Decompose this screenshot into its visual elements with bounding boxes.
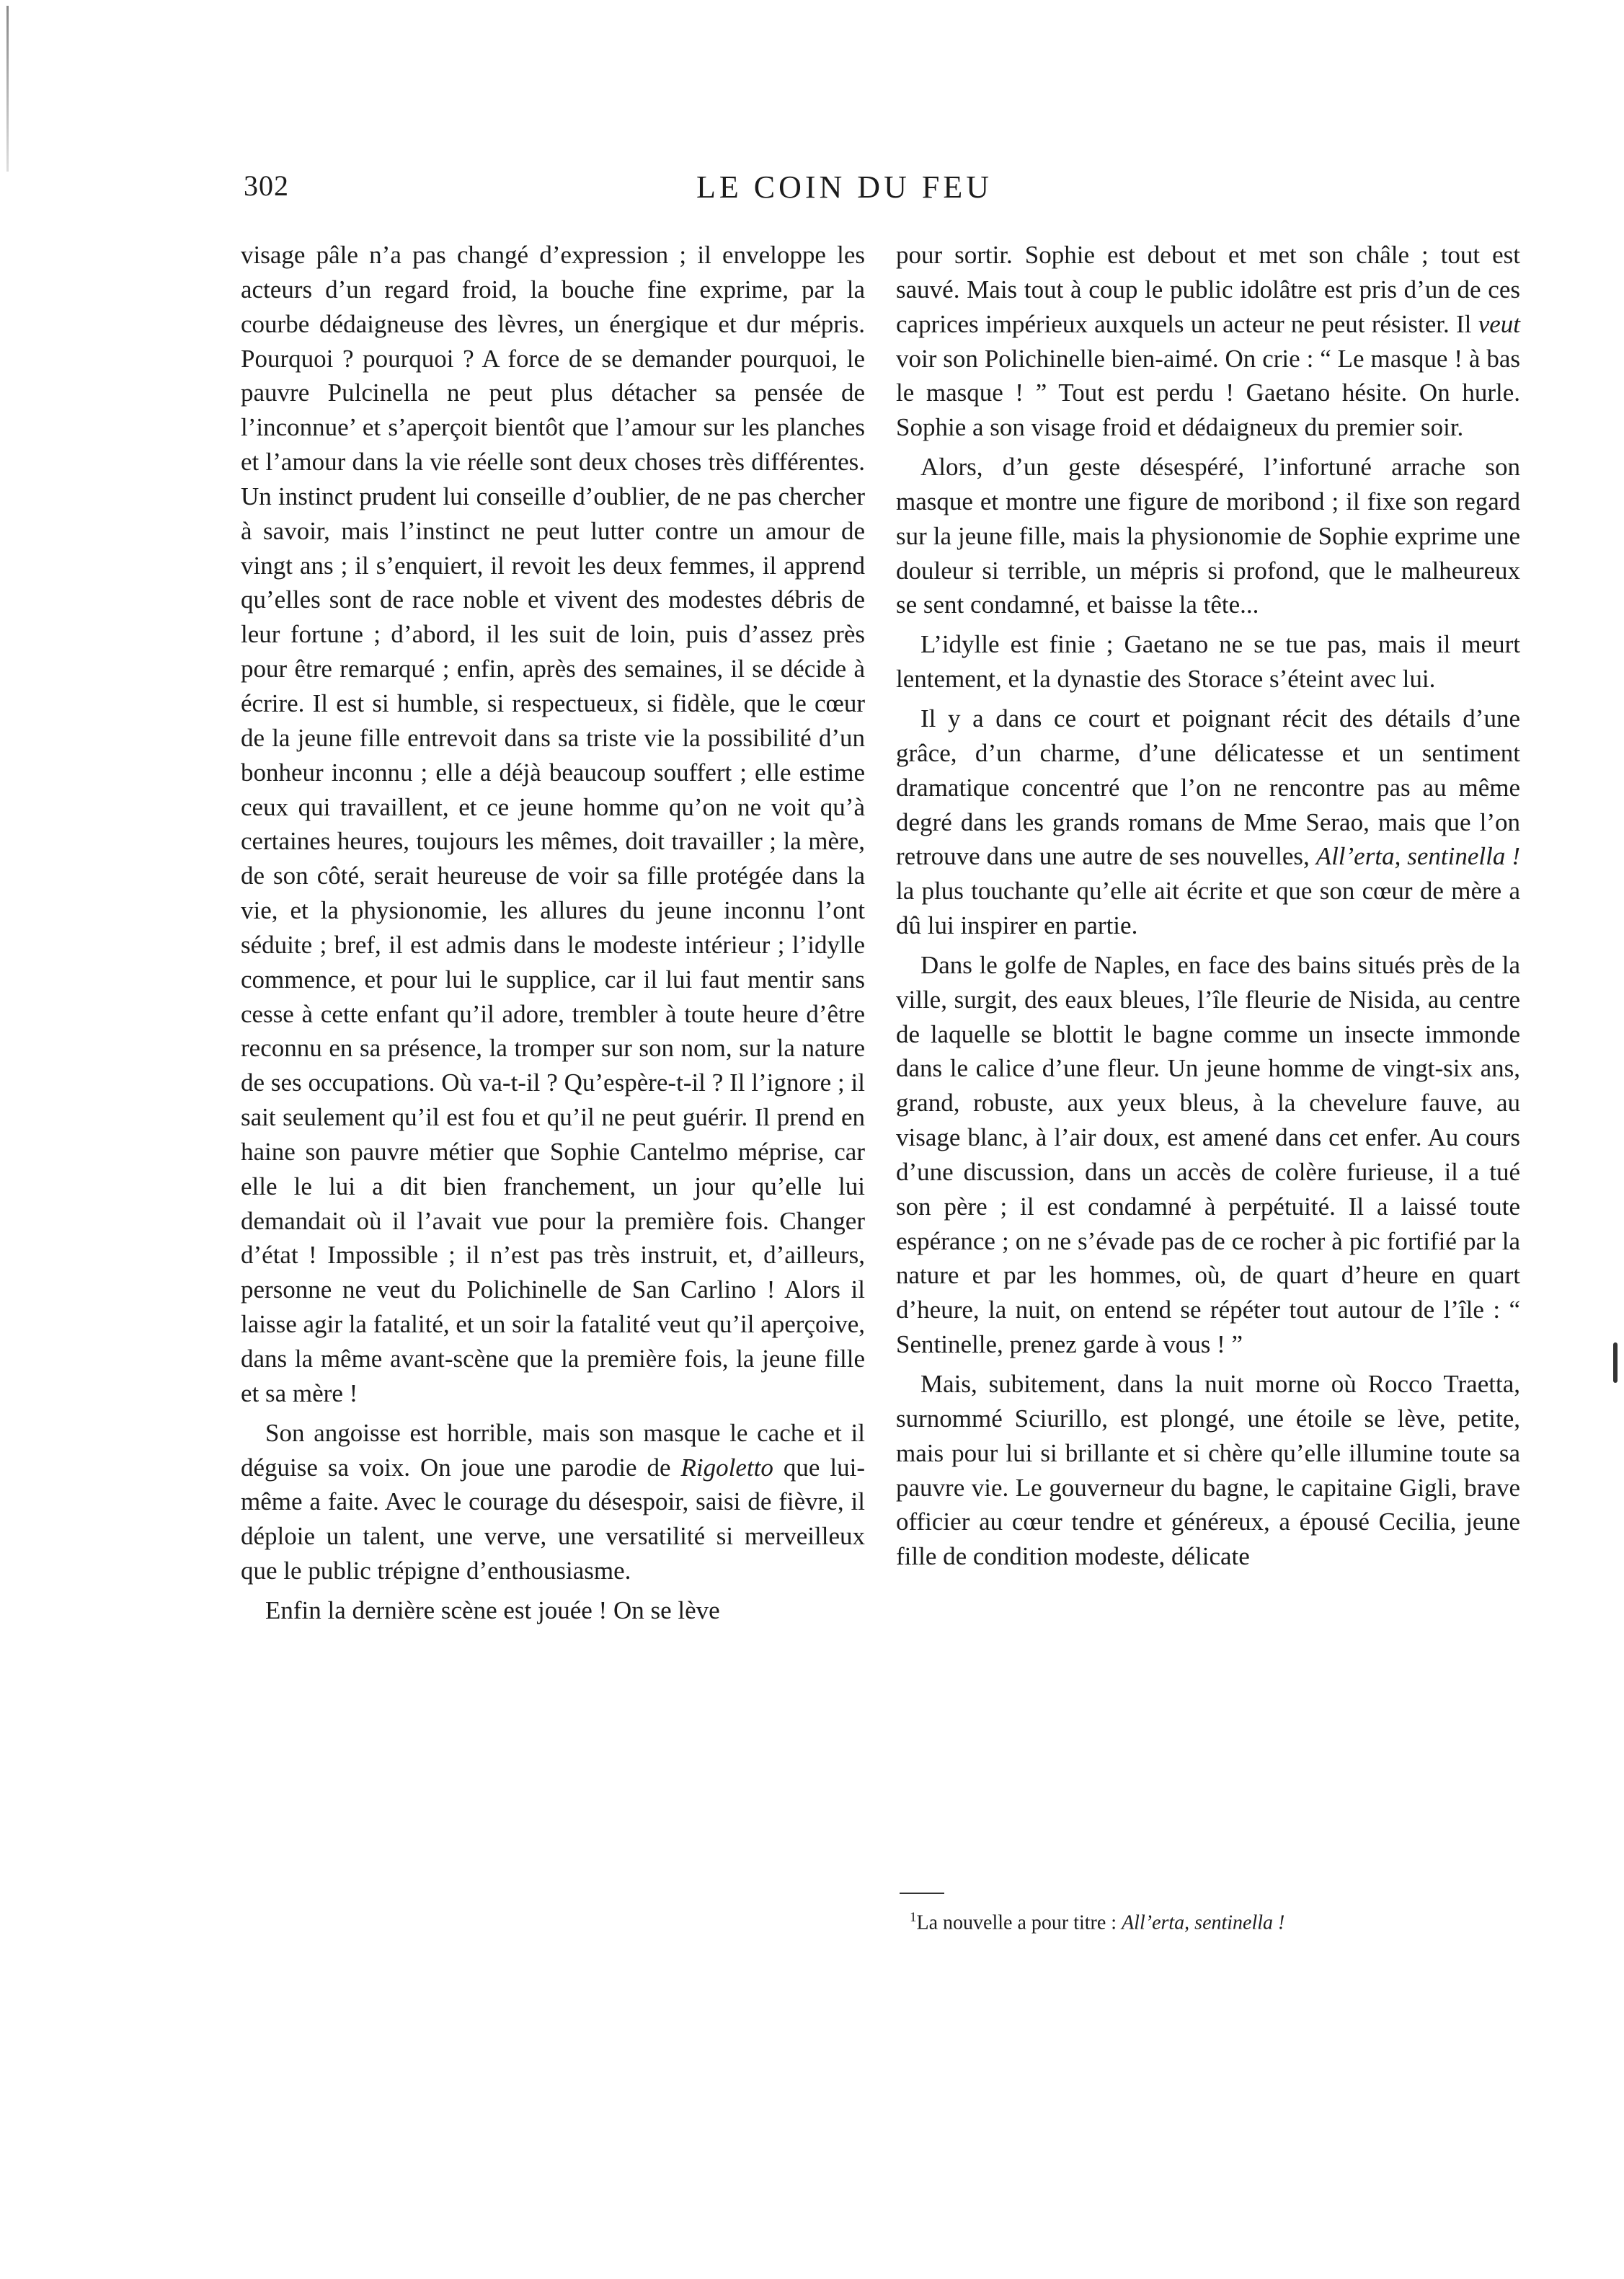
- paragraph: L’idylle est finie ; Gaetano ne se tue pas, mais il meurt lentement, et la dynastie des Storace s’éteint avec lui.: [896, 630, 1520, 694]
- scan-margin-mark: [1613, 1342, 1618, 1383]
- paragraph: Dans le golfe de Naples, en face des bains situés près de la ville, surgit, des eaux bleues, l’île fleurie de Nisida, au centre de laquelle se blottit le bagne comme un insecte immonde dans le calice d’une fleur. Un jeune homme de vingt-six ans, grand, robuste, aux yeux bleus, à la chevelure fauve, au visage blanc, à l’air doux, est amené dans cet enfer. Au cours d’une discussion, dans un accès de colère furieuse, il a tué son père ; il est condamné à perpétuité. Il a laissé toute espérance ; on ne s’évade pas de ce rocher à pic fortifié par la nature et par les hommes, où, de quart d’heure en quart d’heure, la nuit, on entend se répéter tout autour de l’île : “ Sentinelle, prenez garde à vous ! ”: [896, 950, 1520, 1359]
- scan-edge-mark: [6, 6, 9, 172]
- footnote-title: All’erta, sentinella !: [1122, 1911, 1285, 1934]
- left-column: [241, 238, 865, 1628]
- italic-title: Rigoletto: [680, 1453, 773, 1482]
- paragraph: Son angoisse est horrible, mais son masque le cache et il déguise sa voix. On joue une parodie de Rigoletto que lui-même a faite. Avec le courage du désespoir, saisi de fièvre, il déploie un talent, une verve, une versatilité si merveilleux que le public trépigne d’enthousiasme.: [241, 1418, 865, 1585]
- paragraph: Mais, subitement, dans la nuit morne où Rocco Traetta, surnommé Sciurillo, est plongé, une étoile se lève, petite, mais pour lui si brillante et si chère qu’elle illumine toute sa pauvre vie. Le gouverneur du bagne, le capitaine Gigli, brave officier au cœur tendre et généreux, a épousé Cecilia, jeune fille de condition modeste, délicate: [896, 1370, 1520, 1571]
- paragraph: Il y a dans ce court et poignant récit des détails d’une grâce, d’un charme, d’une délicatesse et un sentiment dramatique concentré que l’on ne rencontre pas au même degré dans les grands romans de Mme Serao, mais que l’on retrouve dans une autre de ses nouvelles, All’erta, sentinella ! la plus touchante qu’elle ait écrite et que son cœur de mère a dû lui inspirer en partie.: [896, 704, 1520, 940]
- paragraph: pour sortir. Sophie est debout et met son châle ; tout est sauvé. Mais tout à coup le public idolâtre est pris d’un de ces caprices impérieux auxquels un acteur ne peut résister. Il veut voir son Polichinelle bien-aimé. On crie : “ Le masque ! à bas le masque ! ” Tout est perdu ! Gaetano hésite. On hurle. Sophie a son visage froid et dédaigneux du premier soir.: [896, 241, 1520, 442]
- running-title: LE COIN DU FEU: [696, 169, 993, 205]
- paragraph: Enfin la dernière scène est jouée ! On se lève: [265, 1596, 720, 1624]
- page-number: 302: [244, 169, 289, 202]
- footnote-marker: 1: [910, 1910, 917, 1925]
- footnote-rule: [900, 1893, 944, 1894]
- italic-title: All’erta, sentinella !: [1315, 842, 1520, 871]
- italic-emphasis: veut: [1478, 309, 1520, 338]
- paragraph: visage pâle n’a pas changé d’expression ; il enveloppe les acteurs d’un regard froid, la bouche fine exprime, par la courbe dédaigneuse des lèvres, un énergique et dur mépris. Pourquoi ? pourquoi ? A force de se demander pourquoi, le pauvre Pulcinella ne peut plus détacher sa pensée de l’inconnue’ et s’aperçoit bientôt que l’amour sur les planches et l’amour dans la vie réelle sont deux choses très différentes. Un instinct prudent lui conseille d’oublier, de ne pas chercher à savoir, mais l’instinct ne peut lutter contre un amour de vingt ans ; il s’enquiert, il revoit les deux femmes, il apprend qu’elles sont de race noble et vivent des modestes débris de leur fortune ; d’abord, il les suit de loin, puis d’assez près pour être remarqué ; enfin, après des semaines, il se décide à écrire. Il est si humble, si respectueux, si fidèle, que le cœur de la jeune fille entrevoit dans sa triste vie la possibilité d’un bonheur inconnu ; elle a déjà beaucoup souffert ; elle estime ceux qui travaillent, et ce jeune homme qu’on ne voit qu’à certaines heures, toujours les mêmes, doit travailler ; la mère, de son côté, serait heureuse de voir sa fille protégée dans la vie, et la physionomie, les allures du jeune inconnu l’ont séduite ; bref, il est admis dans le modeste intérieur ; l’idylle commence, et pour lui le supplice, car il lui faut mentir sans cesse à cette enfant qu’il adore, trembler à toute heure d’être reconnu en sa présence, la tromper sur son nom, sur la nature de ses occupations. Où va-t-il ? Qu’espère-t-il ? Il l’ignore ; il sait seulement qu’il est fou et qu’il ne peut guérir. Il prend en haine son pauvre métier que Sophie Cantelmo méprise, car elle le lui a dit bien franchement, un jour qu’elle lui demandait où il l’avait vue pour la première fois. Changer d’état ! Impossible ; il n’est pas très instruit, et, d’ailleurs, personne ne veut du Polichinelle de San Carlino ! Alors il laisse agir la fatalité, et un soir la fatalité veut qu’il aperçoive, dans la même avant-scène que la première fois, la jeune fille et sa mère !: [241, 241, 865, 1407]
- footnote: $^1$La nouvelle a pour titre : All’erta, sentinella !: [910, 1910, 1285, 1934]
- paragraph: Alors, d’un geste désespéré, l’infortuné arrache son masque et montre une figure de moribond ; il fixe son regard sur la jeune fille, mais la physionomie de Sophie exprime une douleur si terrible, un mépris si profond, que le malheureux se sent condamné, et baisse la tête...: [896, 453, 1520, 619]
- right-column: [896, 238, 1520, 1574]
